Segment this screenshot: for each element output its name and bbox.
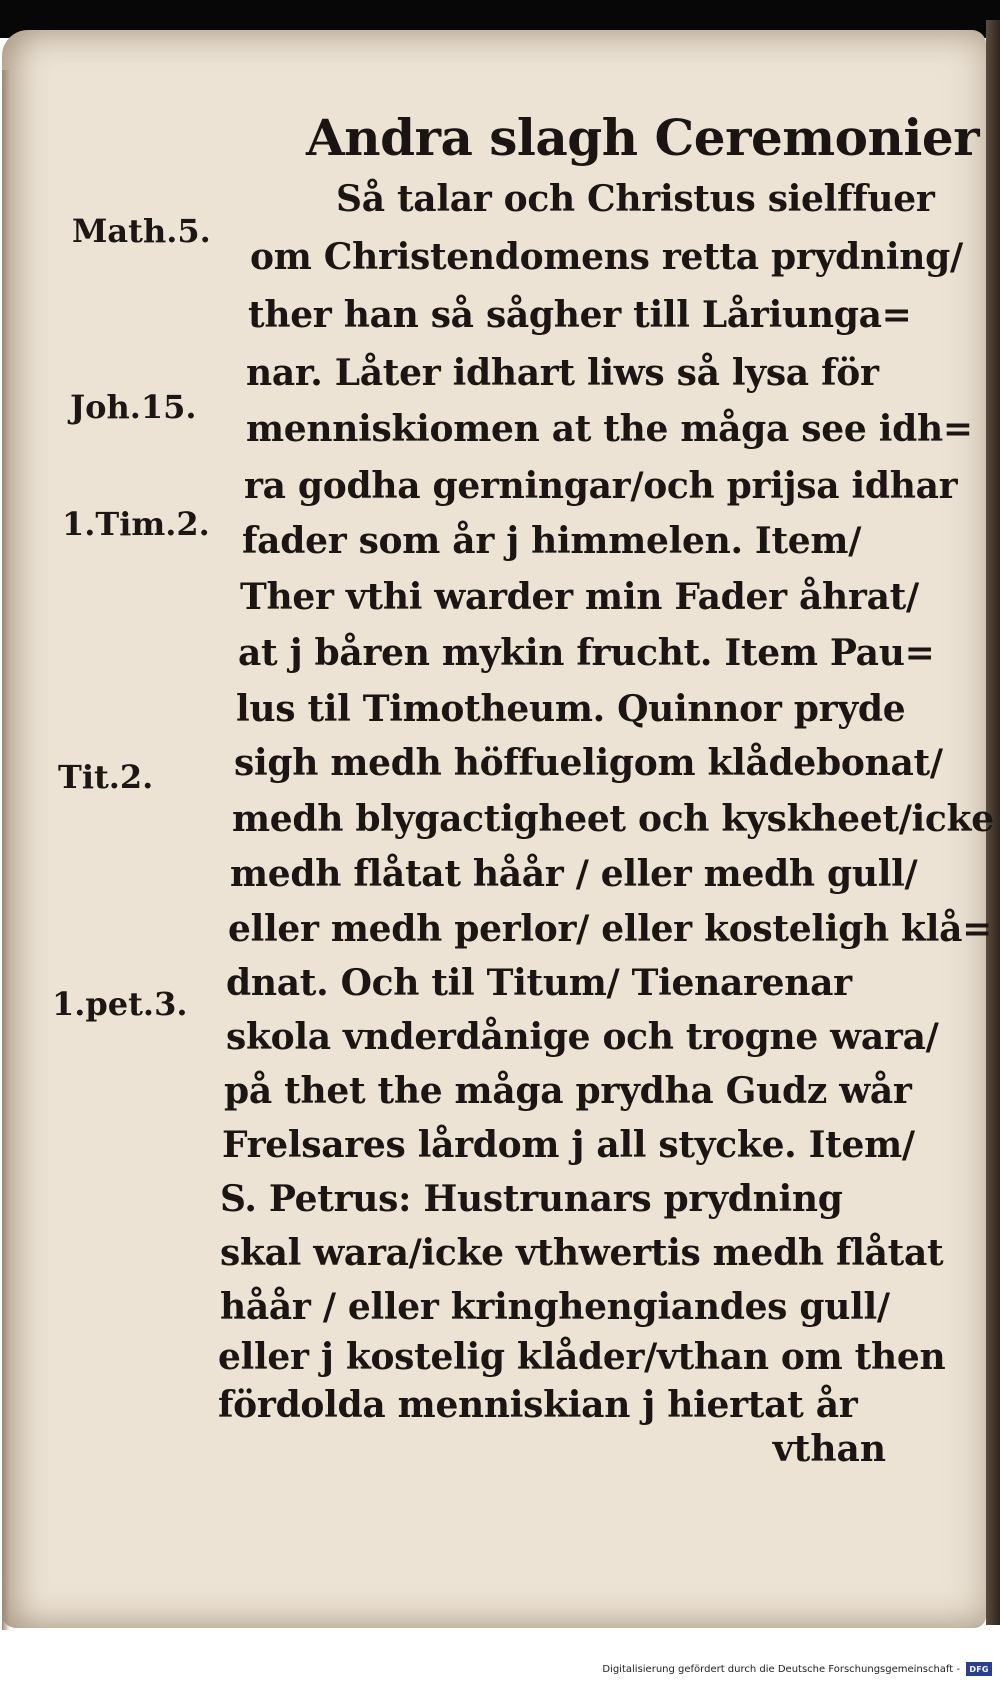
text-line: håår / eller kringhengiandes gull/ — [220, 1286, 890, 1328]
text-line: ther han så sågher till Låriunga= — [248, 294, 912, 336]
text-line: at j båren mykin frucht. Item Pau= — [238, 632, 935, 674]
margin-note: Joh.15. — [70, 388, 197, 426]
text-line: sigh medh höffueligom klådebonat/ — [234, 742, 943, 784]
text-line: om Christendomens retta prydning/ — [250, 236, 963, 278]
credit-text: Digitalisierung gefördert durch die Deutsche Forschungsgemeinschaft - — [602, 1663, 960, 1675]
margin-note: 1.Tim.2. — [62, 505, 210, 543]
text-line: nar. Låter idhart liws så lysa för — [246, 352, 879, 394]
margin-note: 1.pet.3. — [52, 985, 188, 1023]
text-line: menniskiomen at the måga see idh= — [246, 408, 973, 450]
margin-note: Tit.2. — [58, 758, 154, 796]
text-line: lus til Timotheum. Quinnor pryde — [236, 688, 906, 730]
text-line: skola vnderdånige och trogne wara/ — [226, 1016, 939, 1058]
text-line: eller medh perlor/ eller kosteligh klå= — [228, 908, 992, 950]
digitization-credit — [602, 1662, 992, 1676]
catchword: vthan — [772, 1428, 886, 1470]
text-line: medh blygactigheet och kyskheet/icke — [232, 798, 994, 840]
text-line: medh flåtat håår / eller medh gull/ — [230, 853, 918, 895]
text-line: fader som år j himmelen. Item/ — [242, 520, 862, 562]
text-line: fördolda menniskian j hiertat år — [218, 1384, 858, 1426]
text-line: Ther vthi warder min Fader åhrat/ — [240, 576, 919, 618]
dfg-logo-icon: DFG — [966, 1662, 992, 1676]
text-line: dnat. Och til Titum/ Tienarenar — [226, 962, 852, 1004]
page-gutter-shadow — [2, 70, 10, 1630]
running-title: Andra slagh Ceremonier — [306, 108, 980, 167]
text-line: S. Petrus: Hustrunars prydning — [220, 1178, 843, 1220]
text-line: Frelsares lårdom j all stycke. Item/ — [222, 1124, 915, 1166]
text-line: Så talar och Christus sielffuer — [336, 178, 935, 220]
margin-note: Math.5. — [72, 212, 211, 250]
text-line: på thet the måga prydha Gudz wår — [224, 1070, 912, 1112]
text-line: skal wara/icke vthwertis medh flåtat — [220, 1232, 944, 1274]
text-line: eller j kostelig klåder/vthan om then — [218, 1336, 946, 1378]
text-line: ra godha gerningar/och prijsa idhar — [244, 465, 958, 507]
